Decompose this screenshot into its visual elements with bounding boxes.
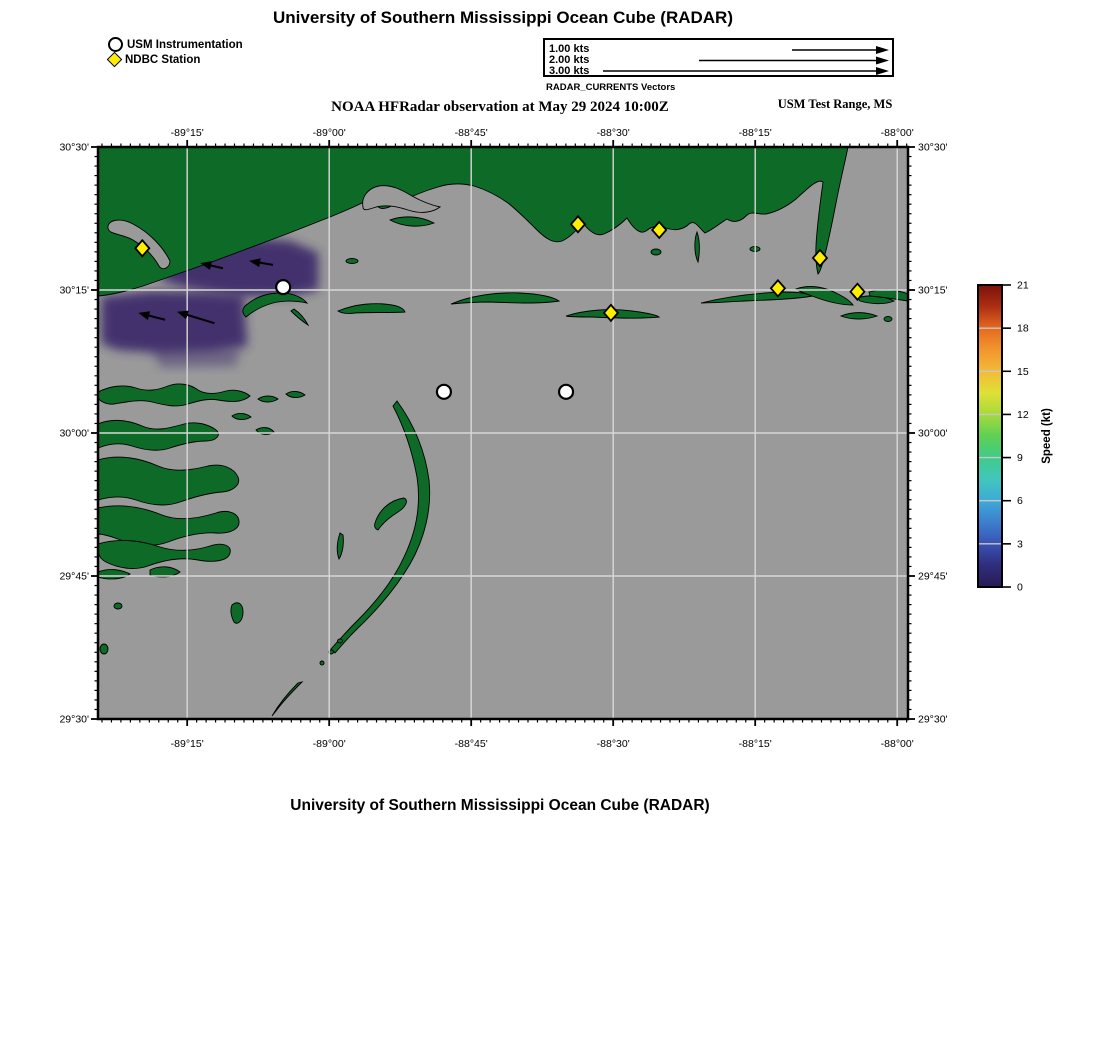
islet-dot — [651, 249, 661, 255]
scale-entry-label: 1.00 kts — [549, 43, 590, 55]
colorbar-label: Speed (kt) — [1041, 408, 1053, 464]
axis-tick-label: 30°15' — [918, 284, 948, 297]
current-speed-patch — [150, 346, 240, 368]
axis-tick-label: -88°30' — [596, 127, 630, 139]
usm-circle-icon — [108, 37, 123, 52]
axis-tick-label: -89°15' — [170, 127, 204, 139]
islet-dot — [346, 259, 358, 264]
observation-subtitle: NOAA HFRadar observation at May 29 2024 10:00Z — [331, 99, 669, 115]
marsh-dot — [114, 603, 122, 609]
axis-tick-label: 29°30' — [918, 713, 948, 726]
axis-tick-label: 30°15' — [59, 284, 89, 297]
legend-label: NDBC Station — [125, 53, 201, 66]
marsh-islet — [231, 603, 243, 623]
ndbc-diamond-icon — [107, 52, 123, 68]
colorbar-tick-label: 0 — [1017, 581, 1023, 594]
legend-item-usm — [108, 37, 243, 52]
scale-arrow-head — [876, 57, 889, 65]
axis-tick-label: -88°15' — [738, 738, 772, 750]
islet-dot — [338, 639, 343, 643]
current-speed-patch — [101, 291, 247, 353]
colorbar-tick-label: 6 — [1017, 495, 1023, 508]
axis-tick-label: -88°45' — [454, 738, 488, 750]
colorbar — [978, 280, 1053, 594]
usm-instrumentation-marker — [276, 280, 290, 294]
usm-instrumentation-marker — [559, 385, 573, 399]
marker-legend — [108, 37, 243, 67]
footer-title: University of Southern Mississippi Ocean Cube (RADAR) — [290, 797, 710, 814]
legend-label: USM Instrumentation — [127, 38, 243, 51]
region-label: USM Test Range, MS — [777, 97, 893, 111]
colorbar-tick-label: 18 — [1017, 322, 1029, 335]
axis-tick-label: 29°45' — [59, 570, 89, 583]
colorbar-tick-label: 12 — [1017, 408, 1029, 421]
scale-entry-label: 3.00 kts — [549, 65, 590, 77]
legend-item-ndbc — [108, 52, 243, 67]
scale-entry-label: 2.00 kts — [549, 54, 590, 66]
axis-tick-label: -89°00' — [312, 738, 346, 750]
axis-tick-label: 30°00' — [59, 427, 89, 440]
colorbar-tick-label: 15 — [1017, 365, 1029, 378]
axis-tick-label: -89°00' — [312, 127, 346, 139]
colorbar-tick-label: 9 — [1017, 452, 1023, 465]
axis-tick-label: 30°30' — [59, 141, 89, 154]
usm-instrumentation-marker — [437, 385, 451, 399]
axis-tick-label: -88°30' — [596, 738, 630, 750]
scale-arrow-head — [876, 67, 889, 75]
axis-tick-label: -88°45' — [454, 127, 488, 139]
axis-tick-label: 29°45' — [918, 570, 948, 583]
vector-scale-caption: RADAR_CURRENTS Vectors — [546, 82, 676, 93]
axis-tick-label: 30°30' — [918, 141, 948, 154]
vector-scale-box — [543, 38, 894, 77]
axis-tick-label: -88°00' — [880, 127, 914, 139]
axis-tick-label: -89°15' — [170, 738, 204, 750]
colorbar-tick-label: 21 — [1017, 279, 1029, 292]
islet-dot — [320, 661, 324, 665]
marsh-dot — [100, 644, 108, 654]
islet-dot — [884, 317, 892, 322]
colorbar-tick-label: 3 — [1017, 538, 1023, 551]
colorbar-gradient — [978, 285, 1002, 587]
scale-arrows — [545, 40, 892, 75]
scale-arrow-head — [876, 46, 889, 54]
axis-tick-label: -88°00' — [880, 738, 914, 750]
axis-tick-label: 29°30' — [59, 713, 89, 726]
page-title: University of Southern Mississippi Ocean Cube (RADAR) — [272, 8, 733, 27]
axis-tick-label: -88°15' — [738, 127, 772, 139]
axis-tick-label: 30°00' — [918, 427, 948, 440]
